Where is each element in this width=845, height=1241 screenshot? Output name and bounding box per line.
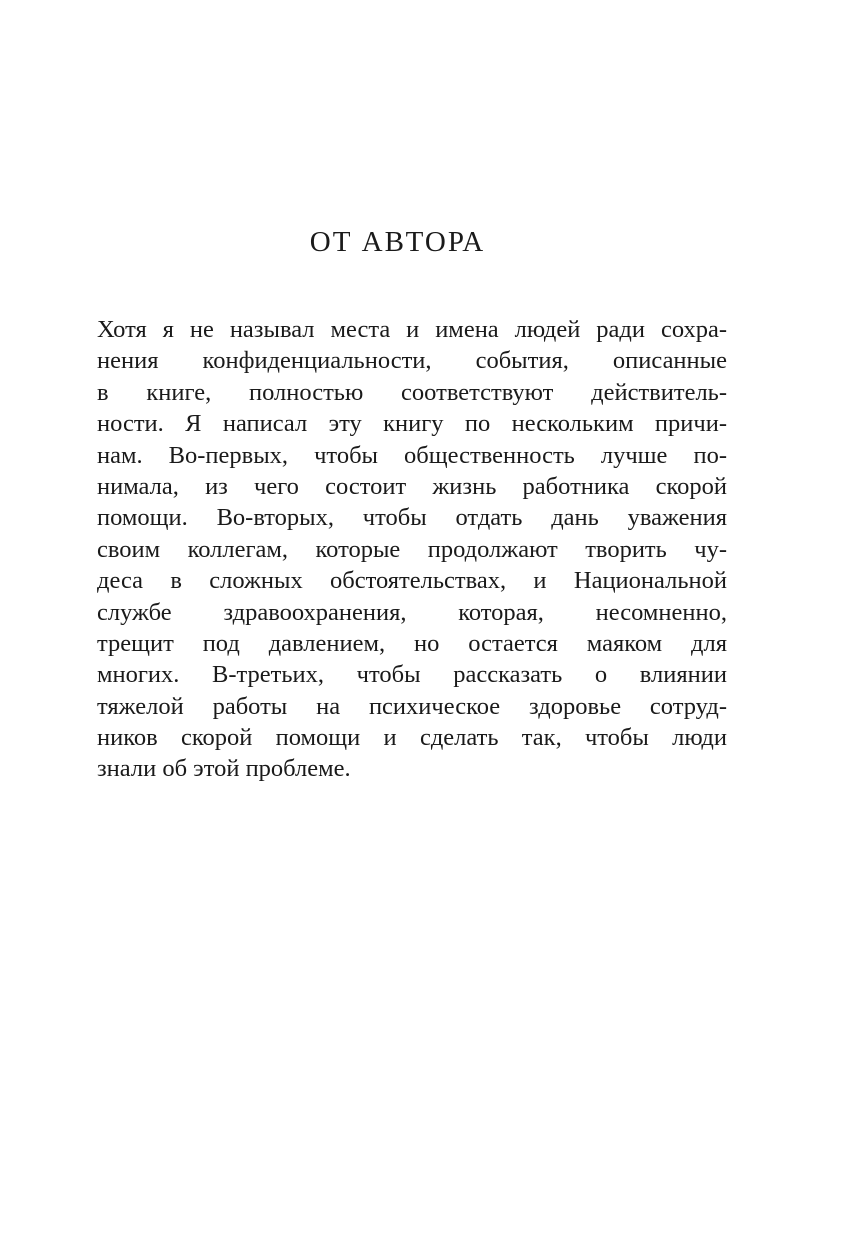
chapter-title (0, 222, 795, 262)
text-line: нимала, из чего состоит жизнь работника скорой (97, 472, 727, 500)
text-line: помощи. Во-вторых, чтобы отдать дань уважения (97, 504, 727, 532)
text-line: своим коллегам, которые продолжают творить чу- (97, 535, 727, 563)
text-line: тяжелой работы на психическое здоровье сотруд- (97, 692, 727, 720)
text-line: нения конфиденциальности, события, описанные (97, 347, 727, 375)
text-line: деса в сложных обстоятельствах, и Национальной (97, 567, 727, 595)
text-line: ников скорой помощи и сделать так, чтобы люди (97, 724, 727, 752)
text-line: ности. Я написал эту книгу по нескольким причи- (97, 410, 727, 438)
text-line: трещит под давлением, но остается маяком для (97, 629, 727, 657)
text-line: службе здравоохранения, которая, несомненно, (97, 598, 727, 626)
body-paragraph (97, 314, 727, 785)
text-line: многих. В-третьих, чтобы рассказать о влиянии (97, 661, 727, 689)
text-line: нам. Во-первых, чтобы общественность лучше по- (97, 441, 727, 469)
text-line: Хотя я не называл места и имена людей ради сохра- (97, 316, 727, 343)
text-line-last: знали об этой проблеме. (97, 755, 351, 783)
chapter-title-text: ОТ АВТОРА (309, 226, 486, 258)
text-line: в книге, полностью соответствуют действитель- (97, 378, 727, 406)
